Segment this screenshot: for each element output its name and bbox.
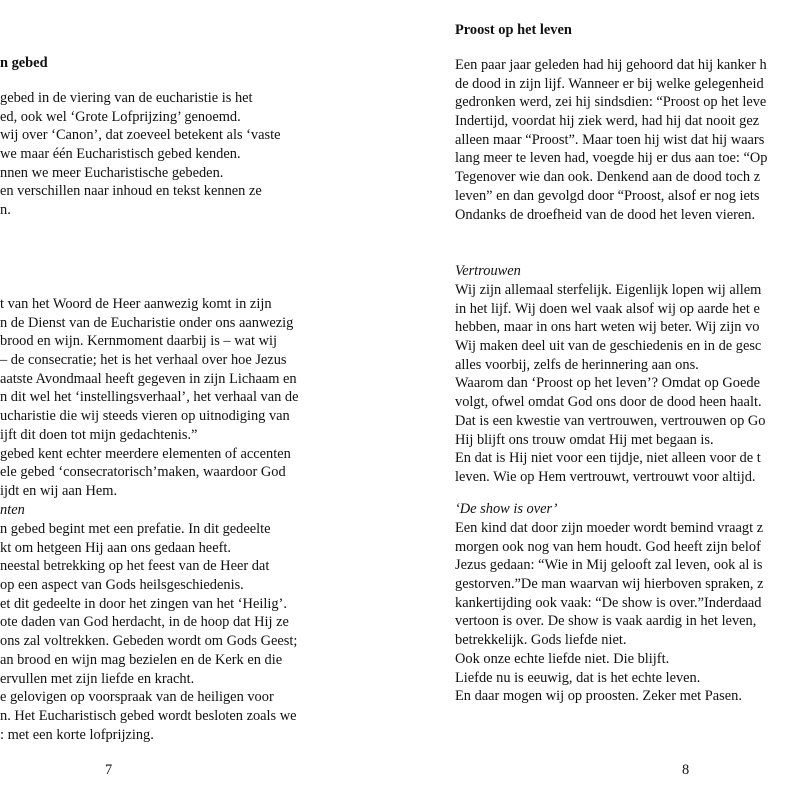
text-line: Dat is een kwestie van vertrouwen, vertrouwen op Go bbox=[455, 412, 766, 429]
page-number: 7 bbox=[105, 762, 113, 778]
text-line: e gelovigen op voorspraak van de heiligen voor bbox=[0, 689, 274, 706]
subheading-text: Vertrouwen bbox=[455, 263, 521, 279]
text-line: n gebed begint met een prefatie. In dit gedeelte bbox=[0, 521, 271, 537]
text-line: aatste Avondmaal heeft gegeven in zijn Lichaam en bbox=[0, 370, 297, 387]
text-line: – de consecratie; het is het verhaal over hoe Jezus bbox=[0, 352, 287, 369]
text-line: Een paar jaar geleden had hij gehoord dat hij kanker h bbox=[455, 57, 767, 73]
text-line: ucharistie die wij steeds vieren op uitnodiging van bbox=[0, 408, 290, 425]
text-line: an brood en wijn mag bezielen en de Kerk en die bbox=[0, 651, 283, 668]
subheading-text: ‘De show is over’ bbox=[455, 501, 558, 517]
text-line: gedronken werd, zei hij sindsdien: “Proost op het leve bbox=[455, 94, 767, 111]
paragraph-1 bbox=[455, 56, 767, 224]
section-heading bbox=[0, 54, 48, 73]
text-line: kt om hetgeen Hij aan ons gedaan heeft. bbox=[0, 539, 231, 556]
text-line: En daar mogen wij op proosten. Zeker met Pasen. bbox=[455, 688, 742, 705]
text-line: Tegenover wie dan ook. Denkend aan de dood toch z bbox=[455, 169, 761, 186]
heading-text: n gebed bbox=[0, 55, 48, 71]
text-line: Ook onze echte liefde niet. Die blijft. bbox=[455, 650, 670, 667]
text-line: n. Het Eucharistisch gebed wordt besloten zoals we bbox=[0, 707, 297, 724]
text-line: ijdt en wij aan Hem. bbox=[0, 482, 118, 499]
text-line: leven” en dan gevolgd door “Proost, alsof er nog iets bbox=[455, 187, 760, 204]
text-line: brood en wijn. Kernmoment daarbij is – wat wij bbox=[0, 333, 277, 350]
text-line: Indertijd, voordat hij ziek werd, had hij dat nooit gez bbox=[455, 113, 760, 130]
text-line: ijft dit doen tot mijn gedachtenis.” bbox=[0, 426, 198, 443]
text-line: leven. Wie op Hem vertrouwt, vertrouwt voor altijd. bbox=[455, 468, 756, 485]
paragraph-3 bbox=[455, 519, 763, 706]
text-line: morgen ook nog van hem houdt. God heeft zijn belof bbox=[455, 538, 761, 555]
text-line: alles voorbij, zelfs de herinnering aan ons. bbox=[455, 356, 699, 373]
text-line: betrekkelijk. Gods liefde niet. bbox=[455, 632, 627, 649]
text-line: ons zal voltrekken. Gebeden wordt om Gods Geest; bbox=[0, 633, 298, 650]
page-number: 8 bbox=[682, 762, 690, 778]
paragraph-3 bbox=[0, 520, 297, 744]
text-line: Jezus gedaan: “Wie in Mij gelooft zal leven, ook al is bbox=[455, 557, 763, 574]
text-line: hebben, maar in ons hart weten wij beter. Wij zijn vo bbox=[455, 319, 760, 336]
text-line: de dood in zijn lijf. Wanneer er bij welke gelegenheid bbox=[455, 75, 764, 92]
text-line: n de Dienst van de Eucharistie onder ons aanwezig bbox=[0, 314, 294, 331]
text-line: ervullen met zijn liefde en kracht. bbox=[0, 670, 195, 687]
text-line: nnen we meer Eucharistische gebeden. bbox=[0, 164, 224, 181]
paragraph-2 bbox=[0, 295, 299, 501]
text-line: n dit wel het ‘instellingsverhaal’, het verhaal van de bbox=[0, 389, 299, 406]
text-line: alleen maar “Proost”. Maar toen hij wist dat hij waars bbox=[455, 131, 765, 148]
text-line: kankertijding ook vaak: “De show is over.”Inderdaad bbox=[455, 594, 762, 611]
text-line: lang meer te leven had, voegde hij er dus aan toe: “Op bbox=[455, 150, 768, 167]
text-line: Waarom dan ‘Proost op het leven’? Omdat op Goede bbox=[455, 375, 760, 392]
paragraph-1 bbox=[0, 89, 281, 220]
text-line: ele gebed ‘consecratorisch’maken, waardoor God bbox=[0, 464, 286, 481]
text-line: op een aspect van Gods heilsgeschiedenis. bbox=[0, 577, 244, 594]
right-page bbox=[400, 0, 800, 800]
text-line: gebed in de viering van de eucharistie is het bbox=[0, 90, 253, 106]
section-subheading-show bbox=[455, 500, 557, 519]
text-line: volgt, ofwel omdat God ons door de dood heen haalt. bbox=[455, 394, 762, 411]
text-line: t van het Woord de Heer aanwezig komt in zijn bbox=[0, 296, 272, 312]
text-line: gestorven.”De man waarvan wij hierboven spraken, z bbox=[455, 576, 764, 593]
heading-text: Proost op het leven bbox=[455, 22, 572, 38]
text-line: neestal betrekking op het feest van de Heer dat bbox=[0, 558, 270, 575]
text-line: Een kind dat door zijn moeder wordt bemind vraagt z bbox=[455, 520, 764, 536]
text-line: Ondanks de droefheid van de dood het leven vieren. bbox=[455, 206, 756, 223]
text-line: ote daden van God herdacht, in de hoop dat Hij ze bbox=[0, 614, 289, 631]
text-line: ed, ook wel ‘Grote Lofprijzing’ genoemd. bbox=[0, 108, 241, 125]
text-line: Liefde nu is eeuwig, dat is het echte leven. bbox=[455, 669, 701, 686]
paragraph-2 bbox=[455, 281, 766, 487]
text-line: wij over ‘Canon’, dat zoeveel betekent als ‘vaste bbox=[0, 127, 281, 144]
section-heading bbox=[455, 21, 572, 40]
text-line: vertoon is over. De show is vaak aardig in het leven, bbox=[455, 613, 757, 630]
text-line: Wij maken deel uit van de geschiedenis en in de gesc bbox=[455, 338, 762, 355]
text-line: gebed kent echter meerdere elementen of accenten bbox=[0, 445, 291, 462]
text-line: Wij zijn allemaal sterfelijk. Eigenlijk lopen wij allem bbox=[455, 282, 762, 298]
text-line: Hij blijft ons trouw omdat Hij met begaan is. bbox=[455, 431, 714, 448]
text-line: et dit gedeelte in door het zingen van het ‘Heilig’. bbox=[0, 595, 287, 612]
subheading-text: nten bbox=[0, 502, 25, 518]
text-line: we maar één Eucharistisch gebed kenden. bbox=[0, 146, 241, 163]
text-line: n. bbox=[0, 202, 11, 219]
text-line: en verschillen naar inhoud en tekst kennen ze bbox=[0, 183, 262, 200]
text-line: in het lijf. Wij doen wel vaak alsof wij op aarde het e bbox=[455, 300, 760, 317]
text-line: : met een korte lofprijzing. bbox=[0, 726, 154, 743]
section-subheading bbox=[0, 501, 25, 520]
section-subheading-vertrouwen bbox=[455, 262, 521, 281]
text-line: En dat is Hij niet voor een tijdje, niet alleen voor de t bbox=[455, 450, 761, 467]
